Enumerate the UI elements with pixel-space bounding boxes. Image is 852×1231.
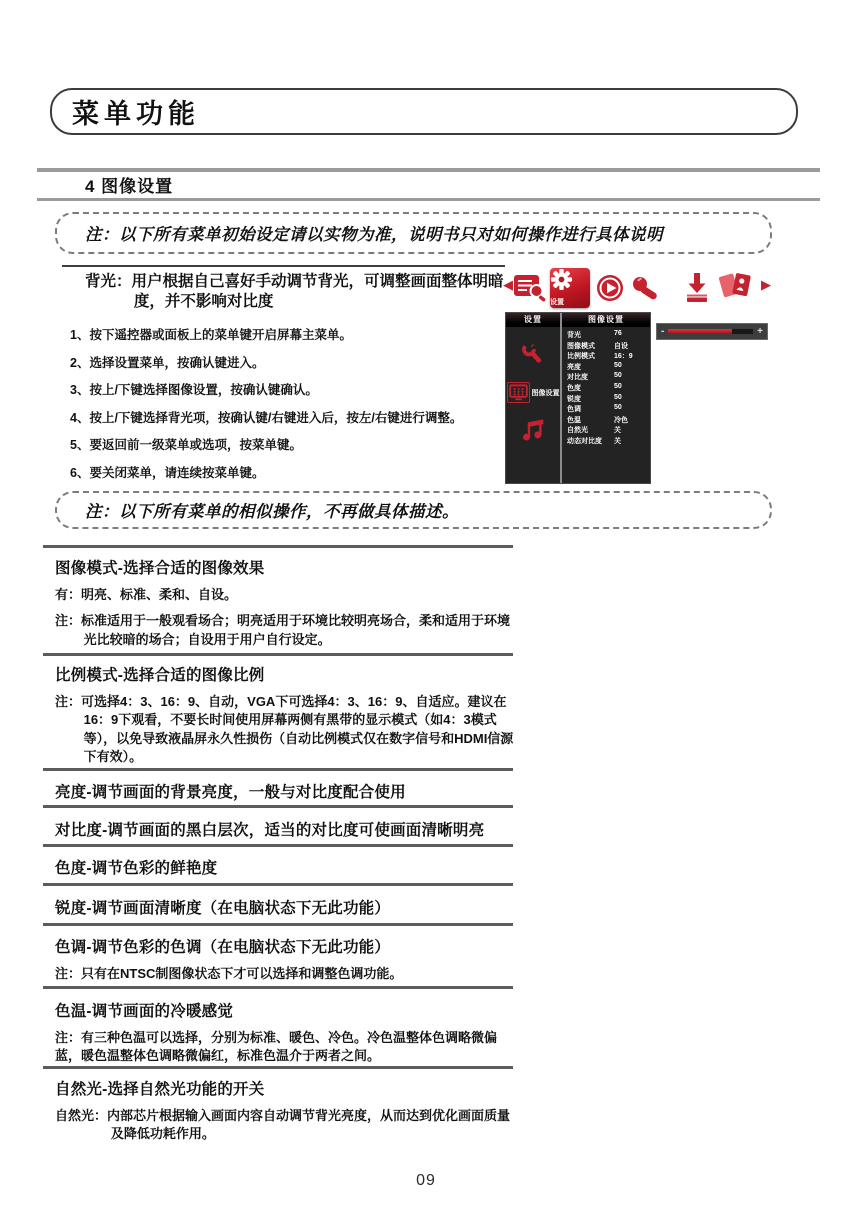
osd-row-label: 背光 xyxy=(567,332,581,339)
settings-gear-label: 设置 xyxy=(550,299,564,306)
section-rule xyxy=(43,805,513,808)
osd-row xyxy=(562,394,650,405)
feature-section-brightness xyxy=(55,780,517,802)
page-number: 09 xyxy=(416,1172,436,1189)
note-box-2 xyxy=(55,491,772,529)
osd-row-value: 自设 xyxy=(614,342,628,350)
note-box-1-text: 注：以下所有菜单初始设定请以实物为准，说明书只对如何操作进行具体说明 xyxy=(85,225,663,244)
section-rule xyxy=(43,883,513,886)
osd-row xyxy=(562,436,650,447)
photos-icon xyxy=(717,269,755,305)
backlight-description: 背光：用户根据自己喜好手动调节背光，可调整画面整体明暗度，并不影响对比度 xyxy=(85,273,504,311)
osd-row-value: 50 xyxy=(614,404,622,412)
feature-note: 注：只有在NTSC制图像状态下才可以选择和调整色调功能。 xyxy=(55,966,403,981)
feature-heading: 对比度-调节画面的黑白层次，适当的对比度可使画面清晰明亮 xyxy=(55,822,485,839)
next-chevron-icon: ▶ xyxy=(761,278,771,293)
feature-note: 注：标准适用于一般观看场合；明亮适用于环境比较明亮场合，柔和适用于环境光比较暗的场合；自设用于用户自行设定。 xyxy=(55,613,511,647)
feature-heading: 色温-调节画面的冷暖感觉 xyxy=(55,1003,234,1020)
osd-row xyxy=(562,404,650,415)
osd-sidebar-item-tools xyxy=(520,341,547,368)
osd-row-value: 50 xyxy=(614,393,622,401)
feature-section-color-temp xyxy=(55,999,517,1066)
osd-row-label: 亮度 xyxy=(567,363,581,371)
feature-section-sharpness xyxy=(55,896,517,918)
osd-panel-title: 图像设置 xyxy=(562,313,650,327)
feature-heading: 自然光-选择自然光功能的开关 xyxy=(55,1081,265,1098)
section-rule xyxy=(43,545,513,548)
download-icon xyxy=(680,271,714,303)
osd-sidebar-item-sound xyxy=(520,417,546,443)
osd-row-value: 50 xyxy=(614,382,622,390)
settings-gear-icon xyxy=(550,268,590,308)
feature-heading: 色调-调节色彩的色调（在电脑状态下无此功能） xyxy=(55,939,391,956)
osd-row xyxy=(562,372,650,383)
feature-note: 自然光：内部芯片根据输入画面内容自动调节背光亮度，从而达到优化画面质量及降低功耗作用。 xyxy=(55,1108,511,1142)
prev-chevron-icon: ◀ xyxy=(503,278,513,293)
feature-heading: 锐度-调节画面清晰度（在电脑状态下无此功能） xyxy=(55,900,391,917)
osd-row-label: 色调 xyxy=(567,406,581,414)
osd-row-label: 色温 xyxy=(567,416,581,424)
osd-row-value: 关 xyxy=(614,427,621,435)
feature-section-contrast xyxy=(55,818,517,840)
feature-section-color xyxy=(55,856,517,878)
osd-row-label: 动态对比度 xyxy=(567,437,602,445)
music-note-icon xyxy=(520,417,546,443)
osd-sidebar-item-picture xyxy=(507,382,560,403)
osd-row-value: 关 xyxy=(614,437,621,445)
step-item: 1、按下遥控器或面板上的菜单键开启屏幕主菜单。 xyxy=(70,328,352,342)
feature-section-picture-mode xyxy=(55,556,517,649)
feature-section-natural-light xyxy=(55,1077,517,1144)
osd-icon-bar xyxy=(503,266,775,312)
feature-heading: 图像模式-选择合适的图像效果 xyxy=(55,560,265,577)
step-item: 4、按上/下键选择背光项，按确认键/右键进入后，按左/右键进行调整。 xyxy=(70,410,463,425)
osd-row xyxy=(562,362,650,373)
osd-settings-list xyxy=(562,313,650,483)
slider-plus: + xyxy=(757,325,763,337)
osd-row-value: 76 xyxy=(614,330,622,337)
feature-section-tint xyxy=(55,935,517,983)
backlight-steps xyxy=(70,325,518,490)
feature-heading: 色度-调节色彩的鲜艳度 xyxy=(55,860,218,877)
note-box-1 xyxy=(55,212,772,254)
section-rule xyxy=(43,923,513,926)
osd-row-value: 50 xyxy=(614,361,622,369)
osd-row-label: 色度 xyxy=(567,384,581,392)
osd-sidebar-item-label: 图像设置 xyxy=(531,389,560,397)
osd-backlight-slider xyxy=(656,323,768,340)
section-rule xyxy=(43,844,513,847)
step-item: 3、按上/下键选择图像设置，按确认键确认。 xyxy=(70,383,318,397)
osd-row xyxy=(562,351,650,362)
step-item: 2、选择设置菜单，按确认键进入。 xyxy=(70,355,265,370)
osd-row-label: 比例模式 xyxy=(567,353,595,361)
osd-row-value: 50 xyxy=(614,372,622,380)
play-icon xyxy=(596,274,624,302)
program-guide-icon xyxy=(512,272,548,302)
osd-row xyxy=(562,415,650,426)
step-item: 6、要关闭菜单，请连续按菜单键。 xyxy=(70,465,265,480)
section-rule xyxy=(43,653,513,656)
picture-settings-icon xyxy=(507,382,530,403)
note-box-2-text: 注：以下所有菜单的相似操作，不再做具体描述。 xyxy=(85,502,459,521)
feature-note: 注：有三种色温可以选择，分别为标准、暖色、冷色。冷色温整体色调略微偏蓝，暖色温整体色调略微偏红，标准色温介于两者之间。 xyxy=(55,1030,498,1064)
slider-fill xyxy=(668,329,732,334)
feature-note: 有：明亮、标准、柔和、自设。 xyxy=(55,587,238,602)
feature-note: 注：可选择4：3、16：9、自动，VGA下可选择4：3、16：9、自适应。建议在16：9下观看，不要长时间使用屏幕两侧有黑带的显示模式（如4：3模式等），以免导致液晶屏永久性损伤（自动比例模式仅在数字信号和HDMI信源下有效）。 xyxy=(55,694,514,765)
feature-heading: 亮度-调节画面的背景亮度，一般与对比度配合使用 xyxy=(55,784,406,801)
osd-row xyxy=(562,341,650,352)
osd-menu-panel xyxy=(505,312,651,484)
feature-heading: 比例模式-选择合适的图像比例 xyxy=(55,667,265,684)
osd-sidebar xyxy=(506,313,562,483)
osd-row-value: 16：9 xyxy=(614,353,633,361)
slider-minus: - xyxy=(661,325,665,337)
osd-sidebar-title: 设置 xyxy=(506,313,560,327)
osd-row-label: 图像模式 xyxy=(567,342,595,350)
slider-track xyxy=(668,329,753,334)
section-heading: 4 图像设置 xyxy=(85,177,174,196)
osd-row xyxy=(562,383,650,394)
osd-row-label: 自然光 xyxy=(567,427,588,435)
section-band-rule-bottom xyxy=(37,198,820,201)
microphone-icon xyxy=(630,273,664,305)
feature-section-aspect-mode xyxy=(55,663,517,767)
osd-row-label: 锐度 xyxy=(567,395,581,403)
page-title-box xyxy=(50,88,798,135)
section-rule xyxy=(43,768,513,771)
osd-row-label: 对比度 xyxy=(567,374,588,382)
osd-row-value: 冷色 xyxy=(614,416,628,424)
page-title: 菜单功能 xyxy=(72,99,200,129)
osd-row xyxy=(562,330,650,341)
content-top-rule xyxy=(62,265,505,267)
wrench-icon xyxy=(520,341,547,368)
section-rule xyxy=(43,1066,513,1069)
step-item: 5、要返回前一级菜单或选项，按菜单键。 xyxy=(70,438,302,452)
osd-row xyxy=(562,425,650,436)
section-rule xyxy=(43,986,513,989)
